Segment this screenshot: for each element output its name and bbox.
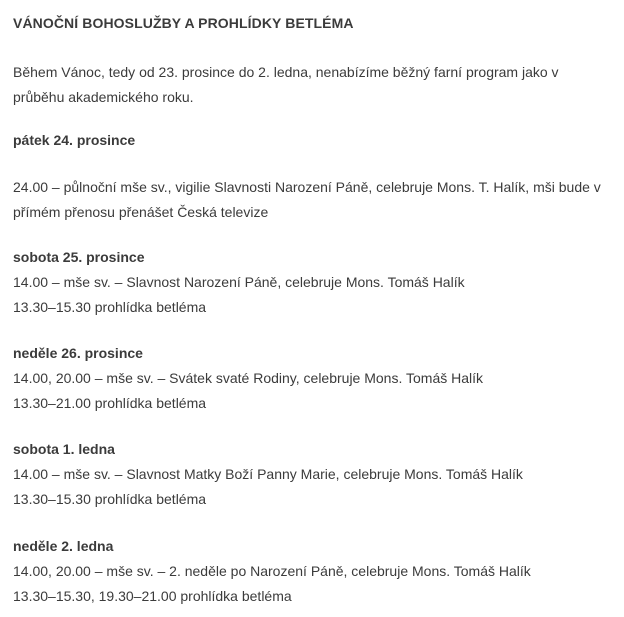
day-block-saturday-1 [13,437,618,512]
schedule-line: 13.30–15.30 prohlídka betléma [13,299,207,315]
day-block-saturday-25 [13,245,618,320]
schedule-line: 13.30–15.30, 19.30–21.00 prohlídka betléma [13,588,292,604]
schedule-line: 14.00 – mše sv. – Slavnost Matky Boží Panny Marie, celebruje Mons. Tomáš Halík [13,466,523,482]
schedule-line: 14.00 – mše sv. – Slavnost Narození Páně, celebruje Mons. Tomáš Halík [13,274,465,290]
day-heading: sobota 1. ledna [13,441,115,457]
page-title: VÁNOČNÍ BOHOSLUŽBY A PROHLÍDKY BETLÉMA [13,15,354,31]
schedule-line: 24.00 – půlnoční mše sv., vigilie Slavnosti Narození Páně, celebruje Mons. T. Halík, mši bude v přímém přenosu přenášet Česká televize [13,179,601,220]
schedule-line: 14.00, 20.00 – mše sv. – Svátek svaté Rodiny, celebruje Mons. Tomáš Halík [13,370,484,386]
intro-paragraph: Během Vánoc, tedy od 23. prosince do 2. ledna, nenabízíme běžný farní program jako v průběhu akademického roku. [13,64,559,105]
day-heading: neděle 2. ledna [13,538,114,554]
schedule-line: 13.30–15.30 prohlídka betléma [13,491,207,507]
day-heading: pátek 24. prosince [13,132,136,148]
day-heading: neděle 26. prosince [13,345,143,361]
day-heading: sobota 25. prosince [13,249,145,265]
day-block-sunday-2 [13,534,618,609]
schedule-line: 13.30–21.00 prohlídka betléma [13,395,207,411]
day-block-sunday-26 [13,341,618,416]
day-block-friday-24 [13,128,618,225]
schedule-line: 14.00, 20.00 – mše sv. – 2. neděle po Narození Páně, celebruje Mons. Tomáš Halík [13,563,531,579]
